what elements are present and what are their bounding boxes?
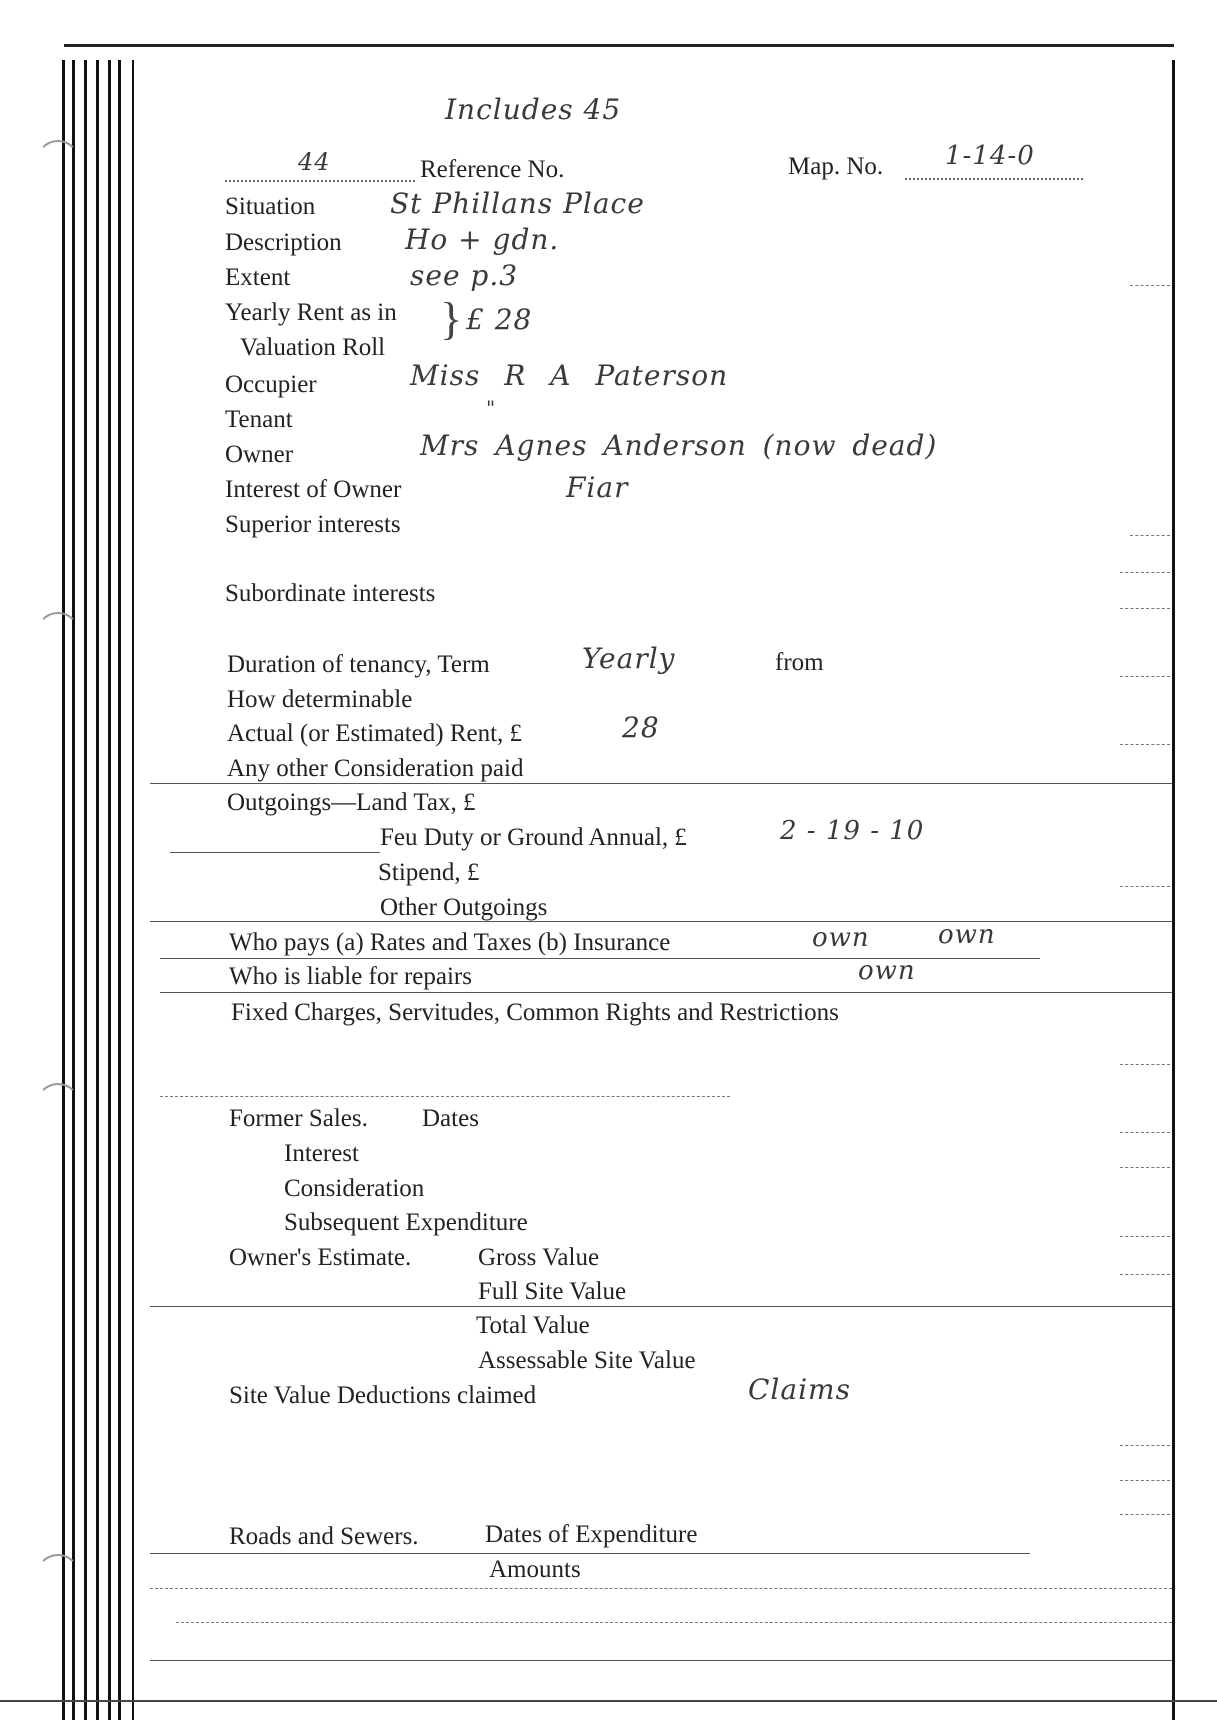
subsequent-label: Subsequent Expenditure: [284, 1209, 528, 1236]
margin-rule: [1120, 1167, 1170, 1168]
deductions-value: Claims: [748, 1373, 851, 1406]
description-label: Description: [225, 229, 342, 256]
owners-estimate-label: Owner's Estimate.: [229, 1244, 412, 1271]
map-dotted-line: [905, 178, 1083, 180]
outgoings-label: Outgoings—Land Tax, £: [227, 789, 476, 816]
actual-rent-label: Actual (or Estimated) Rent, £: [227, 720, 523, 747]
reference-value: 44: [298, 148, 331, 176]
page-right-edge: [1172, 60, 1175, 1720]
divider: [150, 921, 1172, 922]
margin-rule: [1120, 1514, 1170, 1515]
divider: [150, 1306, 1172, 1307]
margin-rule: [1120, 1132, 1170, 1133]
interest-label: Interest: [284, 1140, 359, 1167]
map-value: 1-14-0: [945, 141, 1035, 171]
binder-edge: [96, 60, 99, 1720]
repairs-value: own: [858, 956, 916, 986]
other-consideration-label: Any other Consideration paid: [227, 755, 524, 782]
situation-value: St Phillans Place: [390, 187, 645, 220]
includes-note: Includes 45: [445, 93, 622, 126]
tenant-value: ": [486, 396, 497, 420]
margin-rule: [1120, 744, 1170, 745]
binder-edge: [108, 60, 111, 1720]
who-pays-label: Who pays (a) Rates and Taxes (b) Insurance: [229, 929, 671, 956]
binder-edge: [132, 60, 134, 1720]
feu-duty-label: Feu Duty or Ground Annual, £: [380, 824, 687, 851]
interest-owner-value: Fiar: [566, 471, 629, 504]
dates-expenditure-label: Dates of Expenditure: [485, 1521, 698, 1548]
extent-value: see p.3: [410, 259, 519, 292]
divider: [150, 1588, 1172, 1589]
divider: [150, 1553, 1030, 1554]
map-label: Map. No.: [788, 153, 884, 180]
dates-label: Dates: [422, 1105, 479, 1132]
binder-edge: [118, 60, 121, 1720]
margin-rule: [1130, 285, 1170, 286]
other-outgoings-label: Other Outgoings: [380, 894, 548, 921]
divider: [160, 992, 1172, 993]
binder-edge: [84, 60, 87, 1720]
ring-hole: [36, 1554, 80, 1598]
margin-rule: [1120, 676, 1170, 677]
page-top-edge: [64, 44, 1174, 47]
margin-rule: [1120, 886, 1170, 887]
feu-duty-value: 2 - 19 - 10: [780, 816, 925, 846]
occupier-label: Occupier: [225, 371, 317, 398]
assessable-label: Assessable Site Value: [478, 1347, 696, 1374]
amounts-label: Amounts: [489, 1556, 581, 1583]
subordinate-label: Subordinate interests: [225, 580, 436, 607]
duration-label: Duration of tenancy, Term: [227, 651, 490, 678]
owner-value: Mrs Agnes Anderson (now dead): [420, 429, 938, 462]
valuation-roll-label: Valuation Roll: [240, 334, 386, 361]
description-value: Ho + gdn.: [405, 223, 560, 256]
margin-rule: [1120, 1445, 1170, 1446]
reference-dotted-line: [225, 180, 415, 182]
fixed-charges-label: Fixed Charges, Servitudes, Common Rights and Restrictions: [231, 999, 839, 1026]
who-pays-a-value: own: [812, 923, 870, 953]
divider: [176, 1622, 1172, 1623]
margin-rule: [1120, 1274, 1170, 1275]
divider: [150, 1660, 1172, 1661]
tenant-label: Tenant: [225, 406, 293, 433]
yearly-rent-value: £ 28: [466, 303, 533, 336]
reference-label: Reference No.: [420, 156, 565, 183]
margin-rule: [1120, 572, 1170, 573]
owner-label: Owner: [225, 441, 294, 468]
yearly-rent-label: Yearly Rent as in: [225, 299, 397, 326]
ring-hole: [36, 1083, 80, 1127]
brace: }: [440, 293, 463, 344]
who-pays-b-value: own: [938, 920, 996, 950]
situation-label: Situation: [225, 193, 316, 220]
extent-label: Extent: [225, 264, 291, 291]
binder-edge: [72, 60, 75, 1720]
margin-rule: [1120, 1480, 1170, 1481]
determinable-label: How determinable: [227, 686, 413, 713]
binder-edge: [62, 60, 65, 1720]
gross-value-label: Gross Value: [478, 1244, 600, 1271]
full-site-label: Full Site Value: [478, 1278, 627, 1305]
margin-rule: [1120, 1064, 1170, 1065]
divider: [170, 852, 380, 853]
margin-rule: [1120, 1236, 1170, 1237]
actual-rent-value: 28: [622, 711, 660, 744]
consideration-label: Consideration: [284, 1175, 425, 1202]
from-label: from: [775, 649, 824, 676]
interest-owner-label: Interest of Owner: [225, 476, 402, 503]
former-sales-label: Former Sales.: [229, 1105, 368, 1132]
repairs-label: Who is liable for repairs: [229, 963, 472, 990]
roads-label: Roads and Sewers.: [229, 1523, 419, 1550]
duration-value: Yearly: [582, 642, 676, 675]
deductions-label: Site Value Deductions claimed: [229, 1382, 537, 1409]
margin-rule: [1130, 535, 1170, 536]
stipend-label: Stipend, £: [378, 859, 480, 886]
page-bottom-edge: [0, 1700, 1217, 1702]
divider: [150, 783, 1172, 784]
ring-hole: [36, 140, 80, 184]
superior-label: Superior interests: [225, 511, 401, 538]
divider: [160, 1096, 730, 1097]
total-value-label: Total Value: [476, 1312, 590, 1339]
occupier-value: Miss R A Paterson: [410, 359, 729, 392]
ring-hole: [36, 612, 80, 656]
margin-rule: [1120, 608, 1170, 609]
